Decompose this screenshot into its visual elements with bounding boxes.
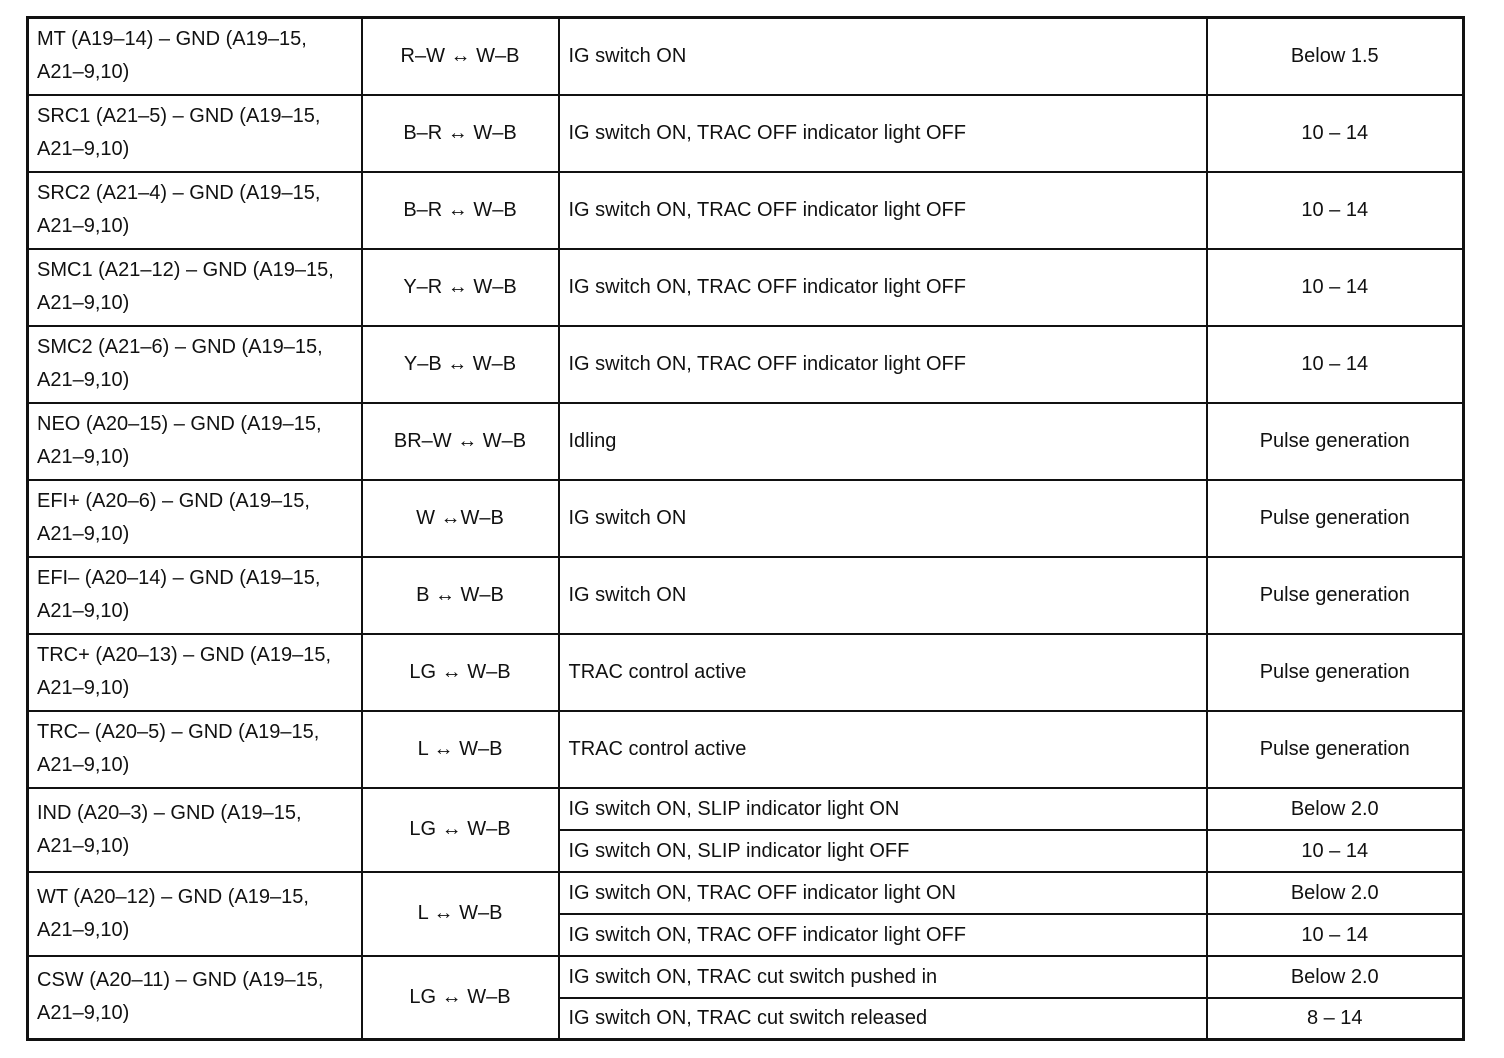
terminal-inspection-table [26,16,1465,1041]
specified-value-cell: 10 – 14 [1207,326,1464,403]
condition-cell: IG switch ON, TRAC OFF indicator light OFF [559,95,1207,172]
specified-value-cell: Below 1.5 [1207,18,1464,95]
terminal-cell: EFI– (A20–14) – GND (A19–15, A21–9,10) [28,557,362,634]
wire-color-cell: B ↔ W–B [362,557,559,634]
table-row [28,956,1464,998]
specified-value-cell: 10 – 14 [1207,172,1464,249]
wire-color-cell: BR–W ↔ W–B [362,403,559,480]
terminal-cell: SRC1 (A21–5) – GND (A19–15, A21–9,10) [28,95,362,172]
condition-cell: IG switch ON, TRAC OFF indicator light ON [559,872,1207,914]
condition-cell: IG switch ON, TRAC OFF indicator light OFF [559,914,1207,956]
specified-value-cell: 10 – 14 [1207,95,1464,172]
table-row [28,172,1464,249]
table-body [28,18,1464,1040]
wire-color-cell: L ↔ W–B [362,872,559,956]
condition-cell: IG switch ON, SLIP indicator light OFF [559,830,1207,872]
condition-cell: IG switch ON, TRAC cut switch pushed in [559,956,1207,998]
specified-value-cell: Below 2.0 [1207,788,1464,830]
terminal-cell: TRC+ (A20–13) – GND (A19–15, A21–9,10) [28,634,362,711]
terminal-cell: TRC– (A20–5) – GND (A19–15, A21–9,10) [28,711,362,788]
specified-value-cell: Pulse generation [1207,711,1464,788]
condition-cell: IG switch ON, TRAC OFF indicator light OFF [559,326,1207,403]
specified-value-cell: Pulse generation [1207,557,1464,634]
table-row [28,326,1464,403]
specified-value-cell: 10 – 14 [1207,830,1464,872]
condition-cell: IG switch ON, TRAC OFF indicator light OFF [559,172,1207,249]
terminal-cell: SMC1 (A21–12) – GND (A19–15, A21–9,10) [28,249,362,326]
wire-color-cell: B–R ↔ W–B [362,172,559,249]
wire-color-cell: L ↔ W–B [362,711,559,788]
condition-cell: IG switch ON, SLIP indicator light ON [559,788,1207,830]
terminal-cell: CSW (A20–11) – GND (A19–15, A21–9,10) [28,956,362,1040]
specified-value-cell: 10 – 14 [1207,914,1464,956]
table-row [28,872,1464,914]
table-row [28,18,1464,95]
condition-cell: IG switch ON, TRAC OFF indicator light OFF [559,249,1207,326]
table-row [28,711,1464,788]
terminal-cell: SRC2 (A21–4) – GND (A19–15, A21–9,10) [28,172,362,249]
terminal-cell: NEO (A20–15) – GND (A19–15, A21–9,10) [28,403,362,480]
wire-color-cell: Y–B ↔ W–B [362,326,559,403]
terminal-cell: SMC2 (A21–6) – GND (A19–15, A21–9,10) [28,326,362,403]
condition-cell: IG switch ON [559,480,1207,557]
table-row [28,480,1464,557]
wire-color-cell: W ↔W–B [362,480,559,557]
table-row [28,249,1464,326]
terminal-cell: EFI+ (A20–6) – GND (A19–15, A21–9,10) [28,480,362,557]
table-row [28,403,1464,480]
wire-color-cell: R–W ↔ W–B [362,18,559,95]
wire-color-cell: B–R ↔ W–B [362,95,559,172]
table-row [28,788,1464,830]
condition-cell: IG switch ON, TRAC cut switch released [559,998,1207,1040]
specified-value-cell: Pulse generation [1207,634,1464,711]
specified-value-cell: Pulse generation [1207,480,1464,557]
terminal-cell: WT (A20–12) – GND (A19–15, A21–9,10) [28,872,362,956]
terminal-cell: MT (A19–14) – GND (A19–15, A21–9,10) [28,18,362,95]
wire-color-cell: LG ↔ W–B [362,956,559,1040]
condition-cell: TRAC control active [559,634,1207,711]
specified-value-cell: Below 2.0 [1207,872,1464,914]
condition-cell: TRAC control active [559,711,1207,788]
specified-value-cell: 8 – 14 [1207,998,1464,1040]
specified-value-cell: Below 2.0 [1207,956,1464,998]
wire-color-cell: LG ↔ W–B [362,634,559,711]
specified-value-cell: 10 – 14 [1207,249,1464,326]
wire-color-cell: LG ↔ W–B [362,788,559,872]
table-row [28,95,1464,172]
condition-cell: IG switch ON [559,557,1207,634]
table-row [28,634,1464,711]
specified-value-cell: Pulse generation [1207,403,1464,480]
wire-color-cell: Y–R ↔ W–B [362,249,559,326]
condition-cell: Idling [559,403,1207,480]
condition-cell: IG switch ON [559,18,1207,95]
terminal-cell: IND (A20–3) – GND (A19–15, A21–9,10) [28,788,362,872]
table-row [28,557,1464,634]
